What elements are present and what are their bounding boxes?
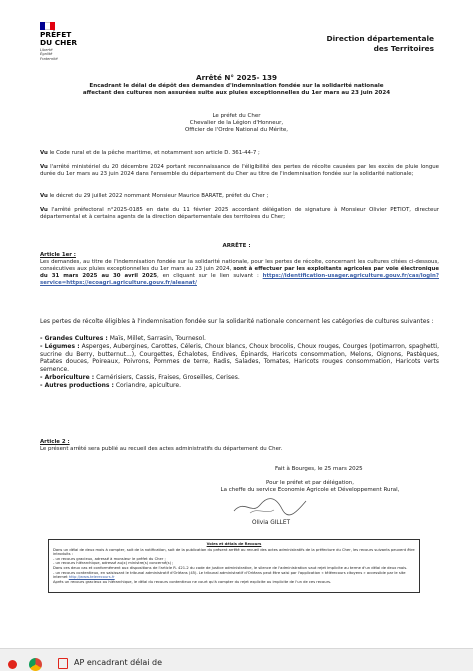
arrete-label: ARRÊTE :: [222, 243, 251, 249]
eligible-intro: Les pertes de récolte éligibles à l'indemnisation fondée sur la solidarité nationale concernent les catégories de cultures suivantes :: [40, 318, 434, 325]
pdf-file-icon: [58, 658, 68, 669]
teleservice-link[interactable]: https://identification-usager.agriculture.gouv.fr/cas/login?service=https://ecoagri.agriculture.gouv.fr/aleanat/: [40, 272, 439, 286]
recours-line: - un recours hiérarchique, adressé au(x) ministre(s) concerné(s) ;: [53, 561, 174, 566]
red-app-icon[interactable]: [8, 660, 17, 669]
recours-title: Voies et délais de Recours: [206, 542, 262, 546]
category-item: - Légumes : Asperges, Aubergines, Carottes, Céleris, Choux blancs, Choux brocolis, Choux rouges, Courges (potimarron, spaghetti, sucrine du Berry, butternut...), Courgettes, Échalotes, Endives, Épinards, Haricots consommation, Melons, Oignons, Pastèques, Patates douces, Poireaux, Poivrons, Pommes de terre, Radis, Salades, Tomates, Haricots rouges consommation, Haricots verts semence.: [40, 343, 440, 373]
arrete-subtitle: Encadrant le délai de dépôt des demandes d'indemnisation fondée sur la solidarité nationale affectant des cultures non assurées suite aux pluies exceptionnelles du 1er mars au 23 juin 2024: [82, 83, 391, 96]
category-item: - Arboriculture : Camérisiers, Cassis, Fraises, Groseilles, Cerises.: [40, 374, 240, 381]
signature-scribble: [230, 495, 310, 517]
delegation: Pour le préfet et par délégation, La cheffe du service Economie Agricole et Développement Rural,: [220, 480, 400, 493]
arrete-title: Arrêté N° 2025- 139: [196, 73, 277, 82]
republic-motto: Liberté Égalité Fraternité: [40, 48, 58, 61]
taskbar-tab-label[interactable]: AP encadrant délai de: [74, 658, 163, 667]
prefet-logo-text: PRÉFET DU CHER: [40, 30, 78, 48]
taskbar: [0, 648, 473, 671]
vu-clause: Vu l'arrêté ministériel du 20 décembre 2024 portant reconnaissance de l'éligibilité des pertes de récolte causées par les excès de pluie longue durée du 1er mars au 23 juin 2024 dans l'ensemble du département du Cher au titre de l'indemnisation fondée sur la solidarité nationale;: [40, 164, 439, 177]
direction-heading: Direction départementale des Territoires: [326, 34, 434, 53]
recours-line: Dans un délai de deux mois à compter, soit de la notification, soit de la publication du présent arrêté au recueil des actes administratifs de la préfecture du Cher, les recours suivants peuvent être introduits :: [53, 547, 415, 557]
chrome-icon[interactable]: [29, 658, 42, 671]
article-1-heading: Article 1er :: [40, 252, 76, 258]
signatory-name: Olivia GILLET: [252, 520, 291, 526]
category-item: - Grandes Cultures : Maïs, Millet, Sarrasin, Tournesol.: [40, 335, 206, 342]
vu-clause: Vu le décret du 29 juillet 2022 nommant Monsieur Maurice BARATE, préfet du Cher ;: [40, 193, 269, 199]
article-1-text: Les demandes, au titre de l'indemnisation fondée sur la solidarité nationale, pour les pertes de récolte, concernant les cultures citées ci-dessous, consécutives aux pluies exceptionnelles du 1er mars au 23 juin 2024, sont à effectuer par les exploitants agricoles par voie électronique du 31 mars 2025 au 30 avril 2025, en cliquant sur le lien suivant : https://identification-usager.agriculture.gouv.fr/cas/login?service=https://ecoagri.agriculture.gouv.fr/aleanat/: [40, 259, 439, 286]
category-item: - Autres productions : Coriandre, apiculture.: [40, 382, 181, 389]
place-date: Fait à Bourges, le 25 mars 2025: [275, 466, 363, 472]
recours-line: Dans ces deux cas et conformément aux dispositions de l'article R. 421-2 du code de justice administrative, le silence de l'administration vaut rejet implicite au terme d'un délai de deux mois.: [53, 565, 408, 570]
vu-clause: Vu l'arrêté préfectoral n°2025-0185 en date du 11 février 2025 accordant délégation de signature à Monsieur Olivier PETIOT, directeur départemental et à certains agents de la direction départementale des territoires du Cher;: [40, 207, 439, 220]
telerecours-link[interactable]: http://www.telerecours.fr: [68, 575, 115, 580]
vu-clause: Vu le Code rural et de la pêche maritime, et notamment son article D. 361-44-7 ;: [40, 150, 260, 156]
article-2-text: Le présent arrêté sera publié au recueil des actes administratifs du département du Cher.: [40, 446, 283, 452]
recours-line: Après un recours gracieux ou hiérarchique, le délai du recours contentieux ne court qu'à compter du rejet explicite ou implicite de l'un de ces recours.: [53, 579, 332, 584]
marianne-logo-icon: [40, 22, 55, 30]
prefet-block: Le préfet du Cher Chevalier de la Légion d'Honneur, Officier de l'Ordre National du Mérite,: [184, 113, 289, 133]
recours-line: - un recours contentieux, en saisissant le tribunal administratif d'Orléans (45). Le tribunal administratif d'Orléans peut être saisi par l'application « télérecours citoyens » accessible par le site internet http://www.telerecours.fr: [53, 570, 406, 580]
recours-line: - un recours gracieux, adressé à monsieur le préfet du Cher ;: [53, 556, 166, 561]
article-2-heading: Article 2 :: [40, 439, 70, 445]
recours-box: [48, 539, 420, 593]
